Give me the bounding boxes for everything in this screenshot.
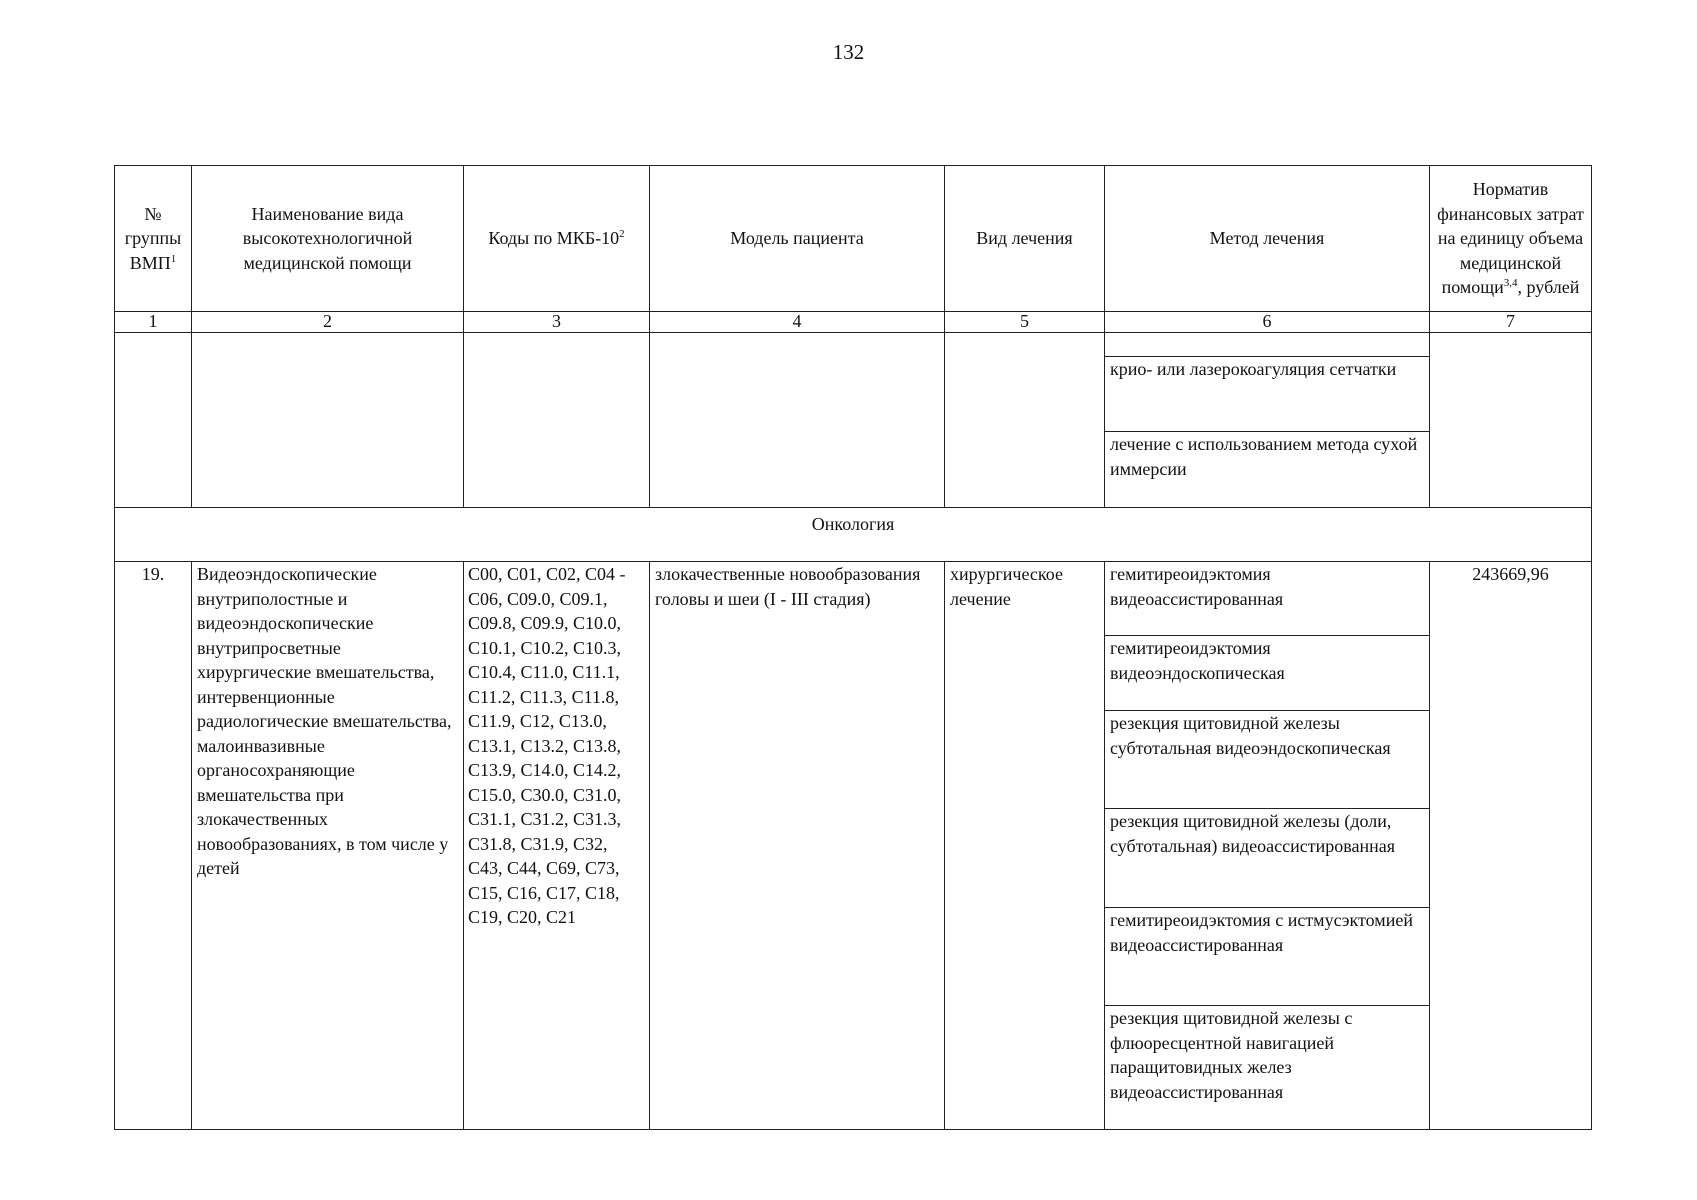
page-number: 132 (832, 40, 865, 64)
method-item: резекция щитовидной железы с флюоресцентной навигацией паращитовидных желез видеоассистированная (1110, 1008, 1353, 1102)
method-item: гемитиреоидэктомия видеоассистированная (1105, 562, 1429, 636)
method-item: резекция щитовидной железы (доли, субтотальная) видеоассистированная (1105, 809, 1429, 908)
treatment-type: хирургическое лечение (945, 562, 1105, 1130)
method-item: лечение с использованием метода сухой иммерсии (1110, 434, 1418, 479)
column-number-row (115, 312, 1592, 333)
column-number: 6 (1105, 312, 1430, 333)
header-row (115, 166, 1592, 312)
cell-empty (192, 333, 464, 508)
care-type-name: Видеоэндоскопические внутриполостные и видеоэндоскопические внутрипросветные хирургические вмешательства, интервенционные радиологические вмешательства, малоинвазивные органосохраняющие вмешательства при злокачественных новообразованиях, в том числе у детей (192, 562, 464, 1130)
group-row (115, 562, 1592, 1130)
cell-empty (945, 333, 1105, 508)
column-number: 4 (650, 312, 945, 333)
header-treatment-type: Вид лечения (945, 166, 1105, 312)
column-number: 1 (115, 312, 192, 333)
cell-empty (464, 333, 650, 508)
header-patient-model: Модель пациента (650, 166, 945, 312)
method-item: гемитиреоидэктомия с истмусэктомией видеоассистированная (1105, 908, 1429, 1006)
header-group-number: № группы ВМП$^1$ (115, 166, 192, 312)
header-treatment-method: Метод лечения (1105, 166, 1430, 312)
header-cost-standard: Норматив финансовых затрат на единицу объема медицинской помощи$^{3,4}$, рублей (1430, 166, 1592, 312)
column-number: 3 (464, 312, 650, 333)
method-item: крио- или лазерокоагуляция сетчатки (1105, 357, 1429, 432)
vmp-table (114, 165, 1592, 1130)
cell-empty (650, 333, 945, 508)
treatment-methods-cell (1105, 562, 1430, 1130)
continued-row (115, 333, 1592, 508)
column-number: 7 (1430, 312, 1592, 333)
cost-value: 243669,96 (1430, 562, 1592, 1130)
icd-codes: C00, C01, C02, C04 - C06, C09.0, C09.1, C09.8, C09.9, C10.0, C10.1, C10.2, C10.3, C10.4, C11.0, C11.1, C11.2, C11.3, C11.8, C11.9, C12, C13.0, C13.1, C13.2, C13.8, C13.9, C14.0, C14.2, C15.0, C30.0, C31.0, C31.1, C31.2, C31.3, C31.8, C31.9, C32, C43, C44, C69, C73, C15, C16, C17, C18, C19, C20, C21 (464, 562, 650, 1130)
section-title: Онкология (115, 508, 1592, 562)
cell-empty (115, 333, 192, 508)
group-number: 19. (115, 562, 192, 1130)
patient-model: злокачественные новообразования головы и шеи (I - III стадия) (650, 562, 945, 1130)
method-item: гемитиреоидэктомия видеоэндоскопическая (1105, 636, 1429, 711)
column-number: 5 (945, 312, 1105, 333)
header-care-type: Наименование вида высокотехнологичной медицинской помощи (192, 166, 464, 312)
header-icd-codes: Коды по МКБ-$10^2$ (464, 166, 650, 312)
cell-empty (1430, 333, 1592, 508)
section-row (115, 508, 1592, 562)
method-item (1105, 333, 1429, 357)
column-number: 2 (192, 312, 464, 333)
method-item: резекция щитовидной железы субтотальная видеоэндоскопическая (1105, 711, 1429, 809)
continued-methods-cell (1105, 333, 1430, 508)
